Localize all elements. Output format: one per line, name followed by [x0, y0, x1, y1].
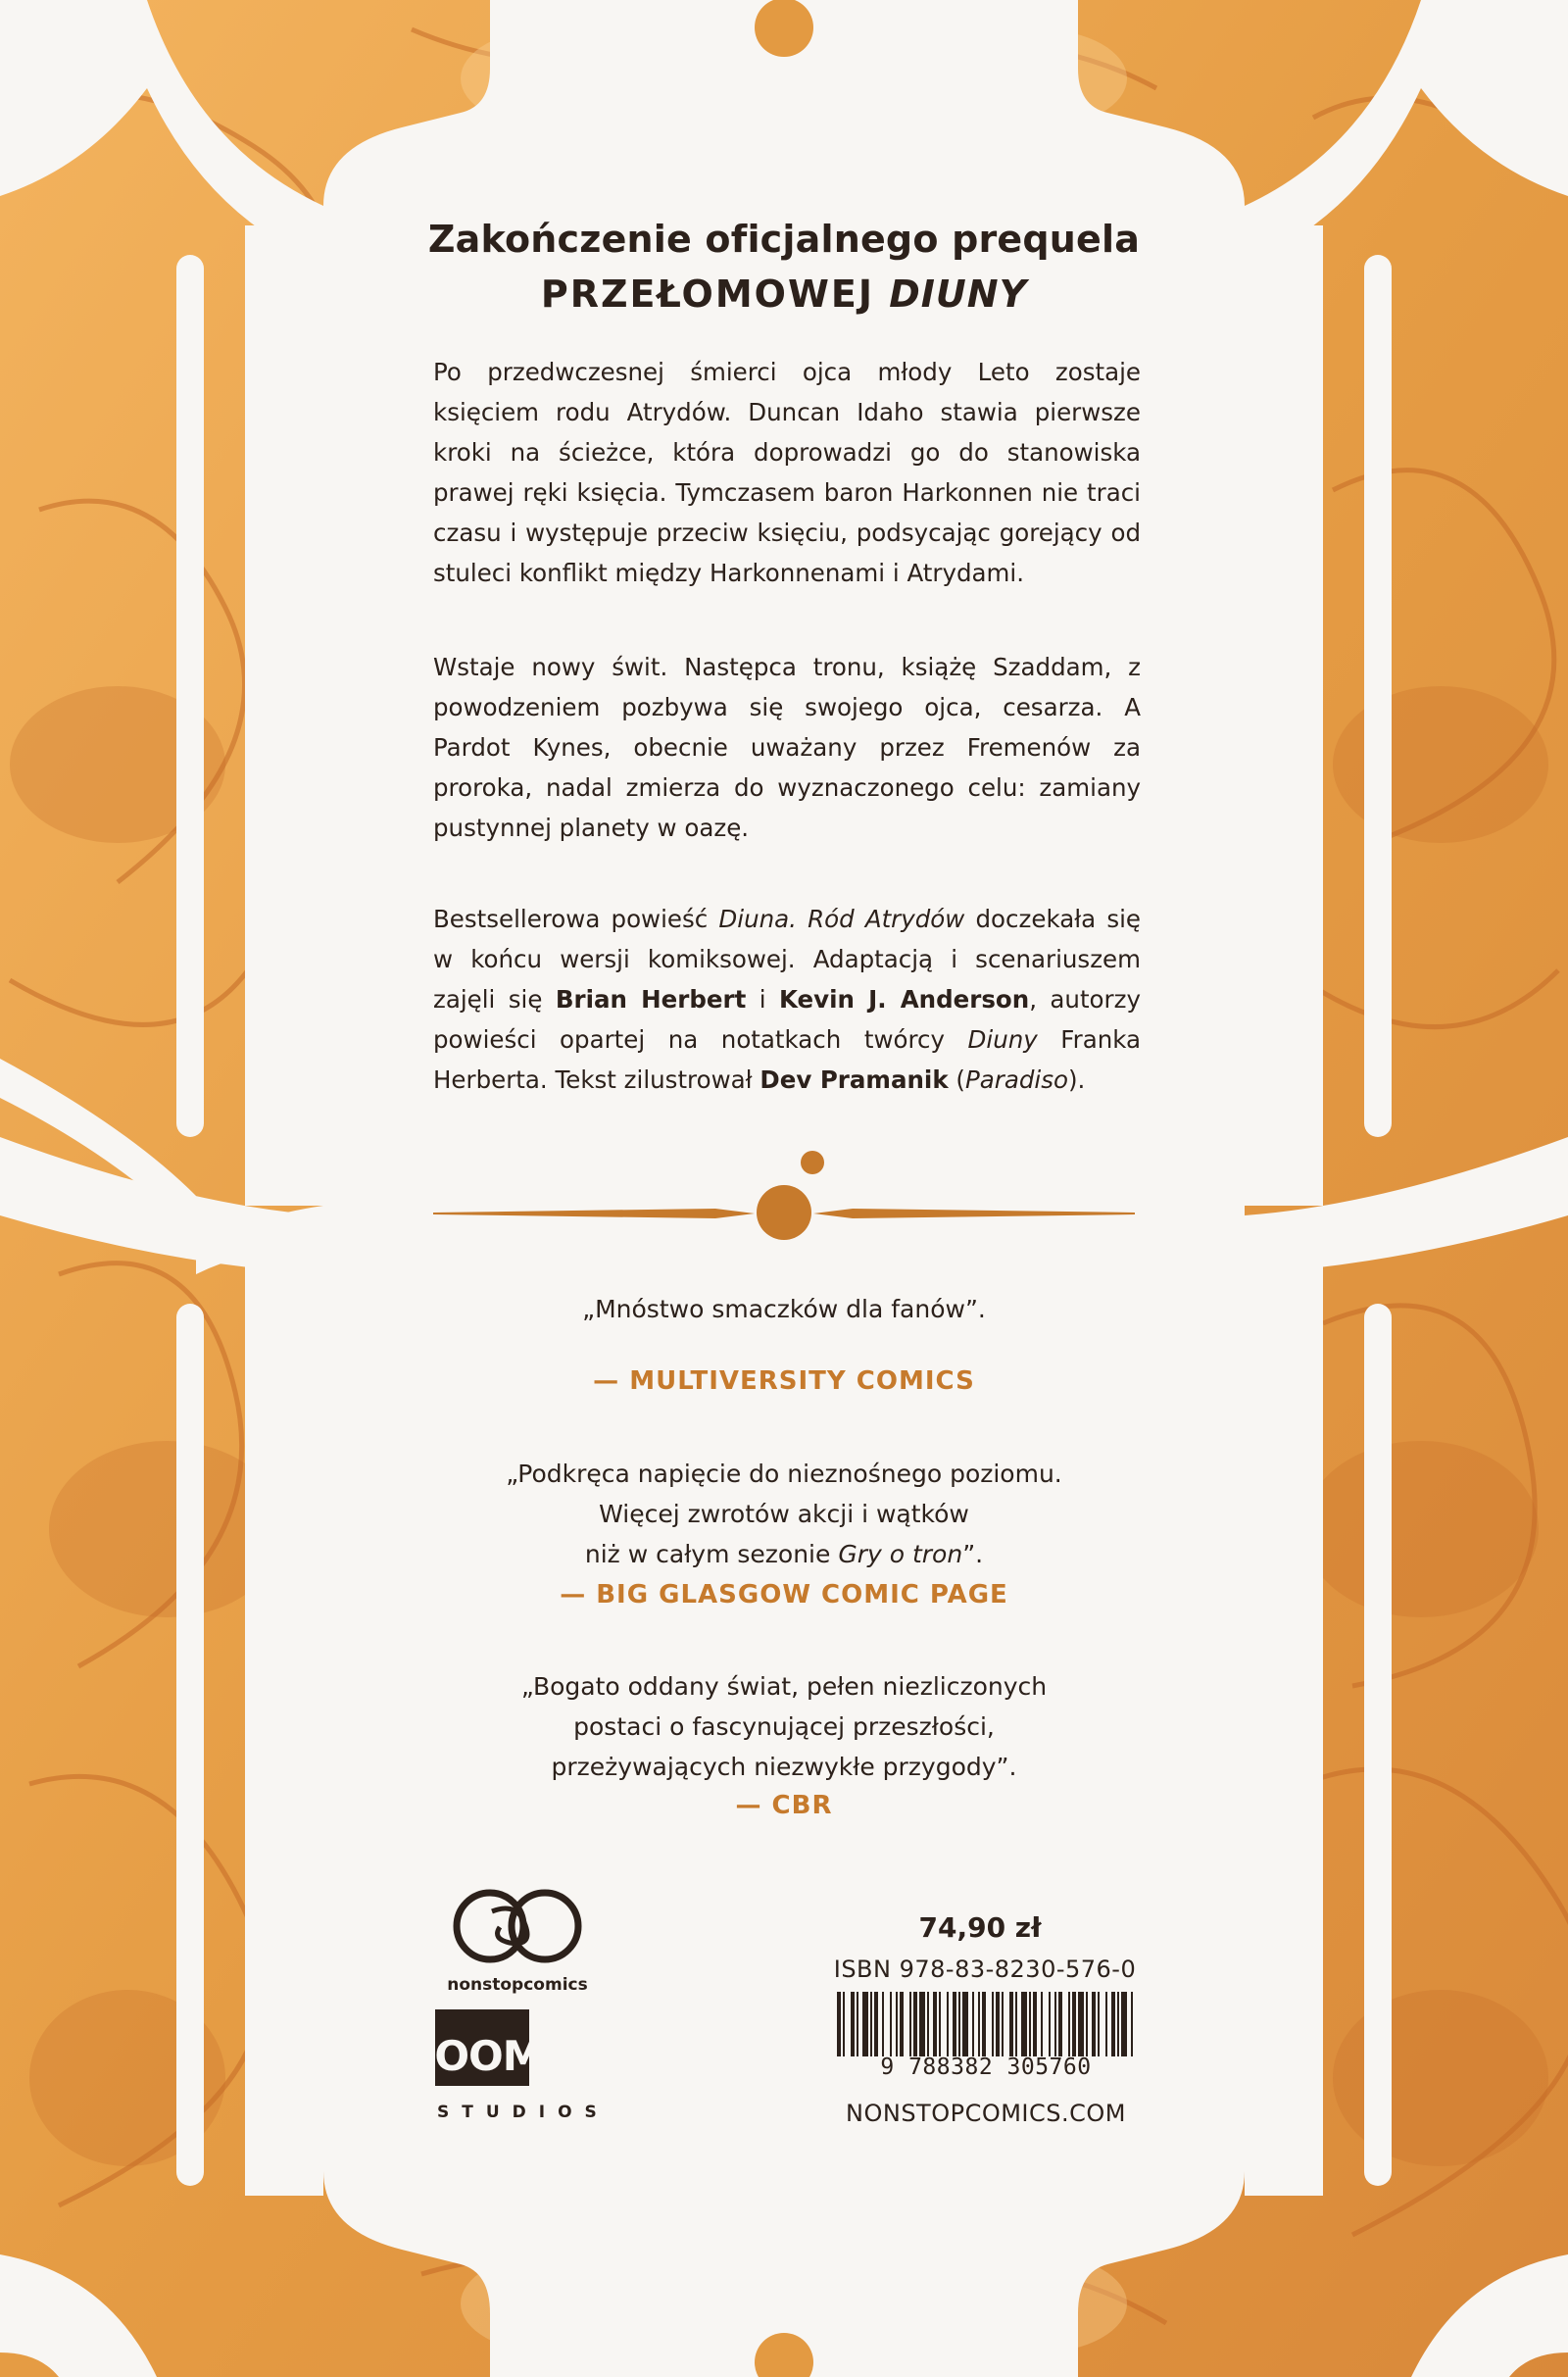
barcode-bar — [1015, 1992, 1017, 2056]
para3-text: doczekała się w końcu wersji komiksowej. Adaptacją i scenariuszem zajęli się — [433, 905, 1142, 1014]
boom-sub-text: STUDIOS — [437, 2103, 610, 2122]
paragraph-3 — [433, 899, 1141, 1100]
headline-main: PRZEŁOMOWEJ — [540, 272, 890, 316]
para3-text: ). — [1067, 1065, 1086, 1094]
barcode-bar — [909, 1992, 911, 2056]
barcode-bar — [857, 1992, 858, 2056]
review-source-2: — BIG GLASGOW COMIC PAGE — [560, 1580, 1008, 1609]
boom-logo-text: BOOM! — [404, 2032, 561, 2080]
para3-title: Paradiso — [964, 1065, 1068, 1094]
para3-title: Diuny — [967, 1025, 1038, 1054]
para3-text: , autorzy powieści opartej na notatkach twórcy — [433, 985, 1141, 1054]
barcode-bar — [996, 1992, 1000, 2056]
headline-line-1: Zakończenie oficjalnego prequela — [427, 218, 1141, 261]
barcode-bar — [1029, 1992, 1031, 2056]
paragraph-2: Wstaje nowy świt. Następca tronu, książę Szaddam, z powodzeniem pozbywa się swojego ojca, cesarza. A Pardot Kynes, obecnie uważany przez Fremenów za proroka, nadal zmierza do wyznaczonego celu: zamiany pustynnej planety w oazę. — [433, 653, 1141, 842]
paragraph-1: Po przedwczesnej śmierci ojca młody Leto zostaje księciem rodu Atrydów. Duncan Idaho stawia pierwsze kroki na ścieżce, która doprowadzi go do stanowiska prawej ręki księcia. Tymczasem baron Harkonnen nie traci czasu i występuje przeciw księciu, podsycając gorejący od stuleci konflikt między Harkonnenami i Atrydami. — [433, 358, 1141, 587]
barcode-bar — [982, 1992, 986, 2056]
price-label: 74,90 zł — [918, 1911, 1042, 1944]
barcode-bar — [1002, 1992, 1004, 2056]
barcode-bar — [896, 1992, 898, 2056]
quote-text: niż w całym sezonie — [584, 1540, 839, 1568]
barcode-bar — [962, 1992, 968, 2056]
website-url: NONSTOPCOMICS.COM — [846, 2100, 1126, 2127]
barcode-digits: 9 788382 305760 — [880, 2055, 1092, 2080]
barcode-bar — [900, 1992, 904, 2056]
quote-text: ”. — [962, 1540, 984, 1568]
para3-text: i — [746, 985, 779, 1014]
barcode-bar — [958, 1992, 960, 2056]
para3-text: ( — [948, 1065, 965, 1094]
barcode-bar — [1041, 1992, 1043, 2056]
quote-line: „Podkręca napięcie do nieznośnego poziomu. — [506, 1460, 1062, 1488]
barcode-bar — [851, 1992, 855, 2056]
nonstop-logo-text: nonstopcomics — [447, 1975, 588, 1995]
para3-text: Bestsellerowa powieść — [433, 905, 719, 933]
barcode-bar — [890, 1992, 892, 2056]
barcode-bar — [933, 1992, 937, 2056]
barcode-bar — [1117, 1992, 1119, 2056]
barcode-bar — [927, 1992, 929, 2056]
barcode — [833, 1992, 1139, 2056]
barcode-bar — [953, 1992, 956, 2056]
headline-italic: DIUNY — [889, 272, 1028, 316]
review-quote-2 — [323, 1454, 1245, 1574]
quote-line: Więcej zwrotów akcji i wątków — [599, 1500, 969, 1528]
review-quote-1: „Mnóstwo smaczków dla fanów”. — [582, 1295, 986, 1323]
isbn-label: ISBN 978-83-8230-576-0 — [833, 1956, 1137, 1983]
review-source-3: — CBR — [735, 1791, 833, 1820]
review-quote-3 — [323, 1666, 1245, 1787]
barcode-bar — [1111, 1992, 1115, 2056]
barcode-bar — [1049, 1992, 1051, 2056]
barcode-bar — [919, 1992, 925, 2056]
barcode-bar — [1058, 1992, 1062, 2056]
quote-title: Gry o tron — [838, 1540, 963, 1568]
barcode-bar — [1009, 1992, 1013, 2056]
quote-line — [323, 1534, 1245, 1574]
barcode-bar — [1131, 1992, 1133, 2056]
barcode-bar — [862, 1992, 868, 2056]
barcode-bar — [992, 1992, 994, 2056]
barcode-bar — [1033, 1992, 1037, 2056]
quote-line: przeżywających niezwykłe przygody”. — [551, 1753, 1017, 1781]
barcode-bar — [1092, 1992, 1096, 2056]
author-name: Brian Herbert — [555, 985, 747, 1014]
headline-line-2 — [323, 272, 1245, 316]
barcode-bar — [1121, 1992, 1127, 2056]
barcode-bar — [874, 1992, 878, 2056]
barcode-bar — [1098, 1992, 1100, 2056]
barcode-bar — [1054, 1992, 1056, 2056]
quote-line: postaci o fascynującej przeszłości, — [573, 1712, 995, 1741]
nonstopcomics-logo — [431, 1882, 604, 2000]
barcode-bar — [843, 1992, 845, 2056]
quote-line: „Bogato oddany świat, pełen niezliczonych — [520, 1672, 1048, 1701]
barcode-bar — [1021, 1992, 1027, 2056]
para3-text: Franka Herberta. Tekst zilustrował — [433, 1025, 1142, 1094]
barcode-bar — [947, 1992, 949, 2056]
barcode-bar — [882, 1992, 884, 2056]
barcode-bar — [1072, 1992, 1076, 2056]
review-source-1: — MULTIVERSITY COMICS — [593, 1366, 975, 1396]
artist-name: Dev Pramanik — [760, 1065, 949, 1094]
para3-title: Diuna. Ród Atrydów — [718, 905, 965, 933]
boom-studios-logo — [404, 2009, 631, 2127]
barcode-bar — [1068, 1992, 1070, 2056]
author-name: Kevin J. Anderson — [778, 985, 1030, 1014]
barcode-bar — [939, 1992, 941, 2056]
barcode-bar — [972, 1992, 974, 2056]
barcode-bar — [913, 1992, 917, 2056]
barcode-bar — [837, 1992, 841, 2056]
barcode-bar — [1078, 1992, 1084, 2056]
barcode-bar — [870, 1992, 872, 2056]
barcode-bar — [1105, 1992, 1107, 2056]
barcode-bar — [1086, 1992, 1088, 2056]
barcode-bar — [978, 1992, 980, 2056]
